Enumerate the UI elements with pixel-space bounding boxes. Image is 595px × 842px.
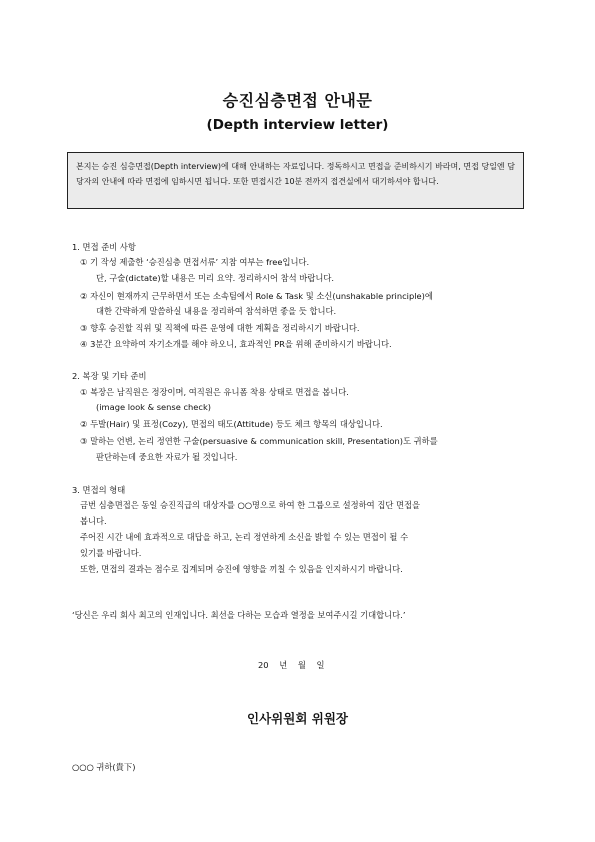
- section-3-line-2: 봅니다.: [80, 516, 107, 526]
- intro-text: 본지는 승진 심층면접(Depth interview)에 대해 안내하는 자료입니다. 정독하시고 면접을 준비하시기 바라며, 면접 당일엔 담당자의 안내에 따라 면접에 임하시면 됩니다. 또한 면접시간 10분 전까지 접견실에서 대기하셔야 합니다.: [76, 162, 515, 186]
- section-3-line-1: 금번 심층면접은 동일 승진직급의 대상자를 ○○명으로 하여 한 그룹으로 설정하여 집단 면접을: [80, 500, 421, 510]
- section-3-line-3: 주어진 시간 내에 효과적으로 대답을 하고, 논리 정연하게 소신을 밝힐 수 있는 면접이 될 수: [80, 532, 409, 542]
- section-2-line-4: ③ 말하는 언변, 논리 정연한 구술(persuasive & communication skill, Presentation)도 귀하를: [80, 436, 438, 446]
- section-3-line-5: 또한, 면접의 결과는 점수로 집계되며 승진에 영향을 끼칠 수 있음을 인지하시기 바랍니다.: [80, 564, 403, 574]
- section-2-heading: 2. 복장 및 기타 준비: [72, 371, 147, 381]
- date-line: 20 년 월 일: [258, 660, 325, 670]
- section-1-line-1: ① 기 작성 제출한 ‘승진심층 면접서류’ 지참 여부는 free입니다.: [80, 257, 310, 267]
- section-1-line-3: ② 자신이 현재까지 근무하면서 또는 소속팀에서 Role & Task 및 소신(unshakable principle)에: [80, 291, 433, 301]
- section-2-line-5: 판단하는데 중요한 자료가 될 것입니다.: [96, 452, 238, 462]
- document-subtitle: (Depth interview letter): [206, 117, 389, 133]
- section-2-line-1: ① 복장은 남직원은 정장이며, 여직원은 유니폼 착용 상태로 면접을 봅니다.: [80, 387, 349, 397]
- section-3-heading: 3. 면접의 형태: [72, 485, 126, 495]
- recipient-line: ○○○ 귀하(貴下): [72, 762, 136, 772]
- section-3-line-4: 있기를 바랍니다.: [80, 548, 142, 558]
- closing-message: ‘당신은 우리 회사 최고의 인재입니다. 최선을 다하는 모습과 열정을 보여주시길 기대합니다.’: [72, 610, 406, 620]
- section-1-line-2: 단, 구술(dictate)할 내용은 미리 요약. 정리하시어 참석 바랍니다.: [96, 273, 335, 283]
- section-1-heading: 1. 면접 준비 사항: [72, 242, 136, 252]
- signer-title: 인사위원회 위원장: [247, 711, 348, 726]
- section-1-line-5: ③ 향후 승진할 직위 및 직책에 따른 운영에 대한 계획을 정리하시기 바랍니다.: [80, 323, 360, 333]
- section-2-line-3: ② 두발(Hair) 및 표정(Cozy), 면접의 태도(Attitude) 등도 체크 항목의 대상입니다.: [80, 419, 383, 429]
- section-1-line-6: ④ 3분간 요약하여 자기소개를 해야 하오니, 효과적인 PR을 위해 준비하시기 바랍니다.: [80, 339, 392, 349]
- section-1-line-4: 대한 간략하게 말씀하실 내용을 정리하여 참석하면 좋을 듯 합니다.: [96, 306, 337, 316]
- document-title: 승진심층면접 안내문: [222, 91, 373, 110]
- intro-box: [67, 152, 524, 209]
- section-2-line-2: (image look & sense check): [96, 402, 212, 412]
